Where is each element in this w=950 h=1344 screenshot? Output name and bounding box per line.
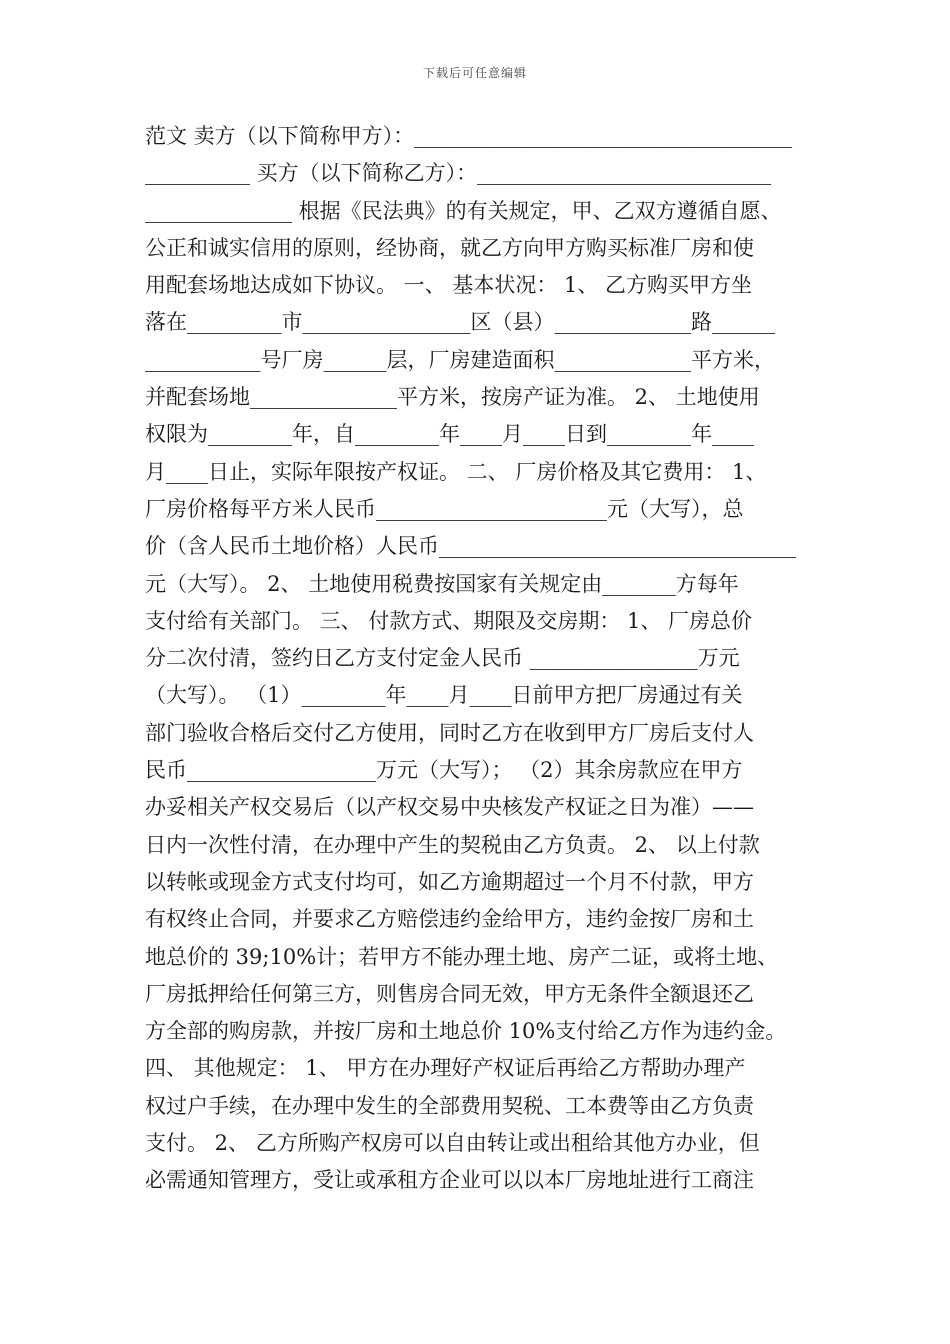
text-line: 范文 卖方（以下简称甲方）：____________________________________ (145, 124, 793, 148)
text-line: 权过户手续，在办理中发生的全部费用契税、工本费等由乙方负责 (145, 1093, 754, 1118)
text-line: __________ 买方（以下简称乙方）：____________________________ (145, 161, 772, 186)
text-line: 厂房价格每平方米人民币______________________元（大写），总 (145, 496, 744, 521)
text-line: 支付。 2、 乙方所购产权房可以自由转让或出租给其他方办业，但 (145, 1131, 760, 1156)
text-line: ______________ 根据《民法典》的有关规定，甲、乙双方遵循自愿、 (145, 198, 782, 223)
contract-body (145, 118, 810, 1200)
text-line: 价（含人民币土地价格）人民币__________________________________ (145, 534, 796, 559)
text-line: 元（大写）。 2、 土地使用税费按国家有关规定由_______方每年 (145, 571, 739, 596)
text-line: 落在_________市________________区（县）_____________路______ (145, 310, 775, 335)
text-line: 方全部的购房款，并按厂房和土地总价 10%支付给乙方作为违约金。 (145, 1019, 787, 1044)
text-line: 日内一次性付清，在办理中产生的契税由乙方负责。 2、 以上付款 (145, 832, 760, 857)
text-line: 分二次付清，签约日乙方支付定金人民币 ________________万元 (145, 646, 740, 671)
text-line: 以转帐或现金方式支付均可，如乙方逾期超过一个月不付款，甲方 (145, 869, 754, 894)
text-line: 有权终止合同，并要求乙方赔偿违约金给甲方，违约金按厂房和土 (145, 907, 754, 932)
text-line: 民币__________________万元（大写）； （2）其余房款应在甲方 (145, 758, 743, 783)
text-line: 部门验收合格后交付乙方使用，同时乙方在收到甲方厂房后支付人 (145, 720, 754, 745)
text-line: 用配套场地达成如下协议。 一、 基本状况： 1、 乙方购买甲方坐 (145, 273, 753, 298)
text-line: 月____日止，实际年限按产权证。 二、 厂房价格及其它费用： 1、 (145, 459, 767, 484)
text-line: 并配套场地______________平方米，按房产证为准。 2、 土地使用 (145, 385, 760, 410)
text-line: 必需通知管理方，受让或承租方企业可以以本厂房地址进行工商注 (145, 1168, 754, 1193)
text-line: 公正和诚实信用的原则，经协商，就乙方向甲方购买标准厂房和使 (145, 235, 754, 260)
page-header-note: 下载后可任意编辑 (422, 66, 527, 80)
text-line: 四、 其他规定： 1、 甲方在办理好产权证后再给乙方帮助办理产 (145, 1056, 746, 1081)
text-line: （大写）。 （1）________年____月____日前甲方把厂房通过有关 (145, 683, 743, 708)
text-line: 办妥相关产权交易后（以产权交易中央核发产权证之日为准）—— (145, 795, 754, 820)
text-line: ___________号厂房______层，厂房建造面积_____________平方米， (145, 347, 775, 372)
text-line: 权限为________年，自________年____月____日到________年____ (145, 422, 754, 447)
text-line: 支付给有关部门。 三、 付款方式、期限及交房期： 1、 厂房总价 (145, 608, 753, 633)
text-line: 地总价的 39;10%计；若甲方不能办理土地、房产二证，或将土地、 (145, 944, 779, 969)
text-line: 厂房抵押给任何第三方，则售房合同无效，甲方无条件全额退还乙 (145, 981, 754, 1006)
